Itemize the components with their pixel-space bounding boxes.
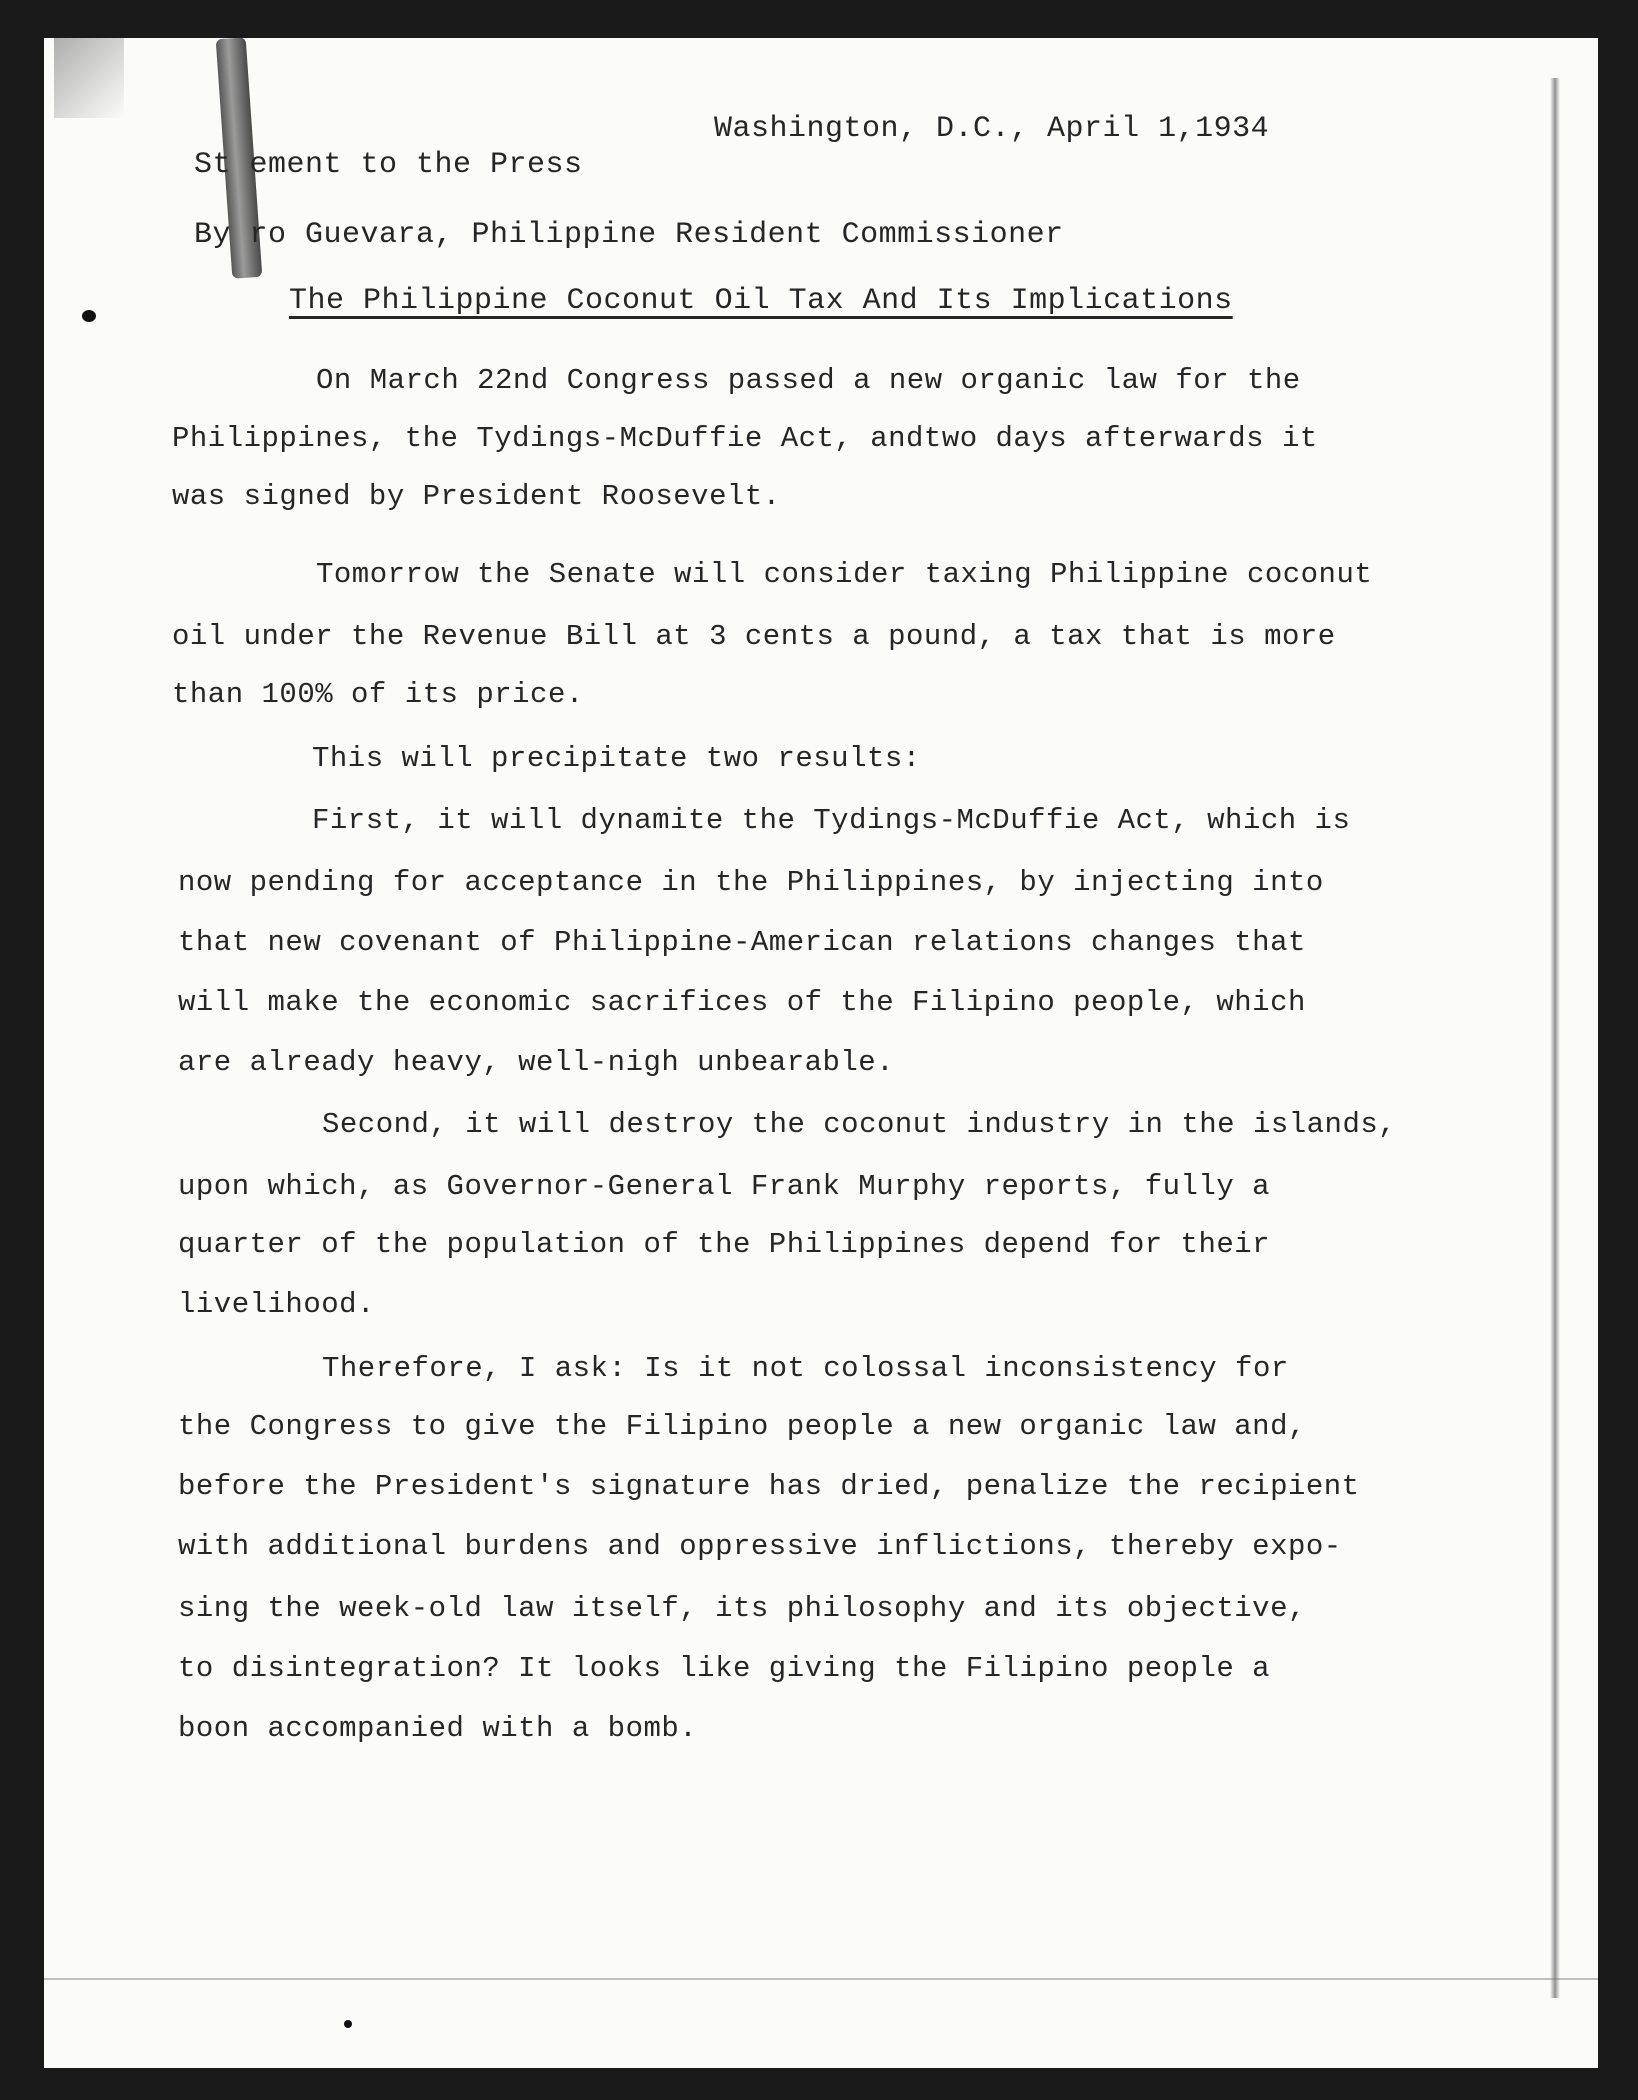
body-line: the Congress to give the Filipino people a new organic law and, [178, 1410, 1306, 1443]
body-line: This will precipitate two results: [312, 742, 921, 775]
ink-spot [344, 2020, 352, 2028]
body-line: Philippines, the Tydings-McDuffie Act, andtwo days afterwards it [172, 422, 1318, 455]
scan-edge-line [44, 1978, 1598, 1980]
body-line: before the President's signature has dried, penalize the recipient [178, 1470, 1360, 1503]
body-line: was signed by President Roosevelt. [172, 480, 781, 513]
document-page [44, 38, 1598, 2068]
body-line: First, it will dynamite the Tydings-McDuffie Act, which is [312, 804, 1351, 837]
body-line: Second, it will destroy the coconut industry in the islands, [322, 1108, 1397, 1141]
body-line: Tomorrow the Senate will consider taxing Philippine coconut [316, 558, 1373, 591]
body-line: sing the week-old law itself, its philosophy and its objective, [178, 1592, 1306, 1625]
document-label: St ement to the Press [194, 148, 583, 182]
scan-shadow [54, 38, 124, 118]
body-line: Therefore, I ask: Is it not colossal inconsistency for [322, 1352, 1289, 1385]
place-date: Washington, D.C., April 1,1934 [714, 112, 1270, 146]
body-line: will make the economic sacrifices of the Filipino people, which [178, 986, 1306, 1019]
body-line: On March 22nd Congress passed a new organic law for the [316, 364, 1301, 397]
body-line: with additional burdens and oppressive inflictions, thereby expo- [178, 1530, 1342, 1563]
body-line: to disintegration? It looks like giving the Filipino people a [178, 1652, 1271, 1685]
scan-shadow-right [1550, 78, 1560, 1998]
body-line: upon which, as Governor-General Frank Murphy reports, fully a [178, 1170, 1271, 1203]
body-line: oil under the Revenue Bill at 3 cents a pound, a tax that is more [172, 620, 1336, 653]
author-line: By ro Guevara, Philippine Resident Commissioner [194, 218, 1064, 252]
body-line: are already heavy, well-nigh unbearable. [178, 1046, 895, 1079]
document-title: The Philippine Coconut Oil Tax And Its Implications [289, 284, 1233, 318]
body-line: now pending for acceptance in the Philippines, by injecting into [178, 866, 1324, 899]
body-line: that new covenant of Philippine-American relations changes that [178, 926, 1306, 959]
body-line: than 100% of its price. [172, 678, 584, 711]
ink-spot [82, 310, 96, 322]
body-line: livelihood. [178, 1288, 375, 1321]
body-line: quarter of the population of the Philippines depend for their [178, 1228, 1271, 1261]
body-line: boon accompanied with a bomb. [178, 1712, 698, 1745]
